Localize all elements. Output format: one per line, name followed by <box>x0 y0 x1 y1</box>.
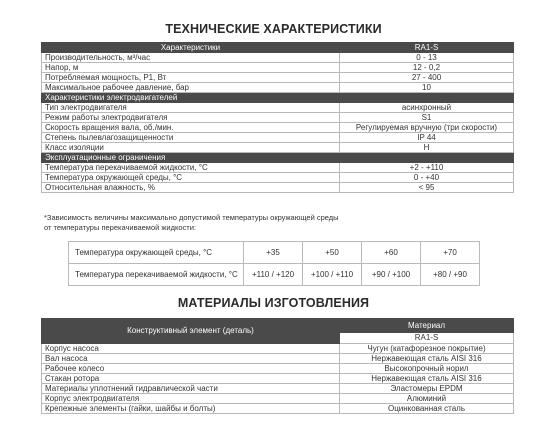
liquid-temp-value: +100 / +110 <box>303 264 362 286</box>
liquid-temp-value: +80 / +90 <box>421 264 480 286</box>
materials-row-material: Чугун (катафорезное покрытие) <box>340 344 514 354</box>
spec-row-value: 10 <box>340 83 514 93</box>
materials-row-element: Стакан ротора <box>42 374 340 384</box>
note-line-2: от температуры перекачиваемой жидкости: <box>44 223 196 232</box>
spec-row-value: 12 - 0,2 <box>340 63 514 73</box>
materials-title: МАТЕРИАЛЫ ИЗГОТОВЛЕНИЯ <box>177 296 370 310</box>
spec-row <box>42 53 514 63</box>
motor-section-title: Характеристики электродвигателей <box>42 93 514 103</box>
liquid-temp-row <box>69 264 480 286</box>
spec-row <box>42 83 514 93</box>
note-line-1: *Зависимость величины максимально допустимой температуры окружающей среды <box>44 213 339 222</box>
materials-row <box>42 374 514 384</box>
spec-title: ТЕХНИЧЕСКИЕ ХАРАКТЕРИСТИКИ <box>165 22 382 36</box>
spec-row <box>42 113 514 123</box>
spec-row <box>42 133 514 143</box>
ambient-temp-value: +60 <box>362 242 421 264</box>
spec-row <box>42 103 514 113</box>
spec-row-value: +2 - +110 <box>340 163 514 173</box>
spec-row-value: 27 - 400 <box>340 73 514 83</box>
spec-row-value: < 95 <box>340 183 514 193</box>
spec-row-label: Напор, м <box>42 63 340 73</box>
materials-row-material: Алюминий <box>340 394 514 404</box>
materials-row-element: Корпус насоса <box>42 344 340 354</box>
spec-row-label: Максимальное рабочее давление, бар <box>42 83 340 93</box>
spec-row-label: Потребляемая мощность, P1, Вт <box>42 73 340 83</box>
liquid-temp-label: Температура перекачиваемой жидкости, °С <box>69 264 244 286</box>
spec-row <box>42 163 514 173</box>
spec-row <box>42 173 514 183</box>
motor-section-row <box>42 93 514 103</box>
spec-row-label: Температура окружающей среды, °С <box>42 173 340 183</box>
materials-row-material: Высокопрочный норил <box>340 364 514 374</box>
spec-row <box>42 63 514 73</box>
spec-header-row <box>42 43 514 53</box>
temperature-note <box>44 213 514 233</box>
materials-row <box>42 344 514 354</box>
ambient-temp-value: +70 <box>421 242 480 264</box>
spec-row-label: Тип электродвигателя <box>42 103 340 113</box>
materials-row-element: Рабочее колесо <box>42 364 340 374</box>
spec-row <box>42 123 514 133</box>
ambient-temp-row <box>69 242 480 264</box>
spec-row-value: H <box>340 143 514 153</box>
spec-row <box>42 143 514 153</box>
materials-row-material: Нержавеющая сталь AISI 316 <box>340 374 514 384</box>
materials-row-element: Вал насоса <box>42 354 340 364</box>
spec-row-value: Регулируемая вручную (три скорости) <box>340 123 514 133</box>
spec-row-label: Режим работы электродвигателя <box>42 113 340 123</box>
materials-row <box>42 364 514 374</box>
spec-row-value: асинхронный <box>340 103 514 113</box>
spec-row <box>42 183 514 193</box>
materials-row <box>42 354 514 364</box>
materials-row-element: Корпус электродвигателя <box>42 394 340 404</box>
spec-header-label: Характеристики <box>42 43 340 53</box>
spec-row <box>42 73 514 83</box>
spec-row-value: S1 <box>340 113 514 123</box>
ambient-temp-value: +50 <box>303 242 362 264</box>
liquid-temp-value: +110 / +120 <box>244 264 303 286</box>
materials-table <box>41 318 514 414</box>
spec-row-label: Скорость вращения вала, об./мин. <box>42 123 340 133</box>
materials-header-material: Материал <box>340 319 514 333</box>
materials-header-model: RA1-S <box>340 333 514 344</box>
materials-row-element: Крепежные элементы (гайки, шайбы и болты) <box>42 404 340 414</box>
spec-row-value: 0 - 13 <box>340 53 514 63</box>
spec-table <box>41 42 514 193</box>
materials-row <box>42 394 514 404</box>
liquid-temp-value: +90 / +100 <box>362 264 421 286</box>
materials-row <box>42 384 514 394</box>
spec-header-model: RA1-S <box>340 43 514 53</box>
materials-header-element: Конструктивный элемент (деталь) <box>42 319 340 344</box>
spec-row-value: 0 - +40 <box>340 173 514 183</box>
materials-row <box>42 404 514 414</box>
materials-header-row <box>42 319 514 333</box>
ambient-temp-label: Температура окружающей среды, °С <box>69 242 244 264</box>
materials-row-material: Эластомеры EPDM <box>340 384 514 394</box>
limits-section-title: Эксплуатационные ограничения <box>42 153 514 163</box>
spec-row-label: Степень пылевлагозащищенности <box>42 133 340 143</box>
spec-row-label: Температура перекачиваемой жидкости, °С <box>42 163 340 173</box>
materials-row-material: Оцинкованная сталь <box>340 404 514 414</box>
limits-section-row <box>42 153 514 163</box>
materials-row-element: Материалы уплотнений гидравлической части <box>42 384 340 394</box>
ambient-temp-value: +35 <box>244 242 303 264</box>
temperature-dependency-table <box>68 241 480 286</box>
materials-row-material: Нержавеющая сталь AISI 316 <box>340 354 514 364</box>
spec-row-label: Относительная влажность, % <box>42 183 340 193</box>
spec-row-label: Класс изоляции <box>42 143 340 153</box>
spec-row-label: Производительность, м³/час <box>42 53 340 63</box>
spec-row-value: IP 44 <box>340 133 514 143</box>
